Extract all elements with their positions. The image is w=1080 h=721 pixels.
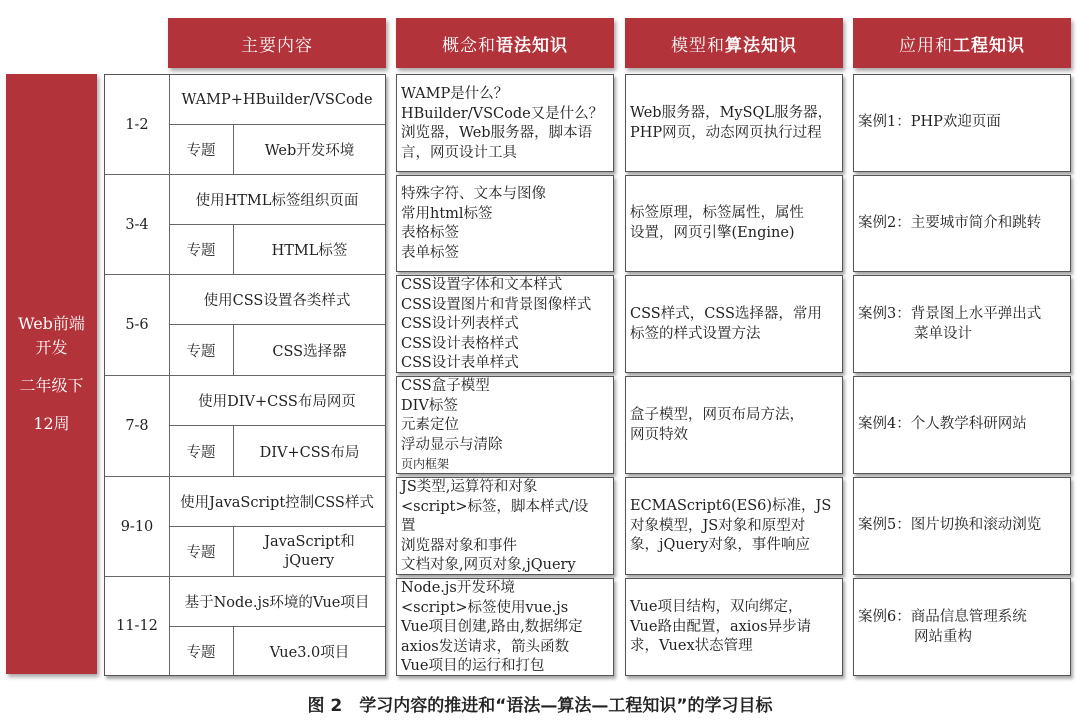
header-syntax-plain: 概念和 xyxy=(442,35,496,56)
header-syntax-knowledge xyxy=(396,18,614,68)
algorithm-line: PHP网页，动态网页执行过程 xyxy=(630,124,822,141)
syntax-line: <script>标签使用vue.js xyxy=(401,599,569,616)
topic-label: 专题 xyxy=(186,343,216,360)
syntax-line: JS类型,运算符和对象 xyxy=(401,479,538,495)
row-title: 使用DIV+CSS布局网页 xyxy=(198,394,356,410)
syntax-line: Vue项目的运行和打包 xyxy=(401,658,545,674)
algorithm-line: 标签的样式设置方法 xyxy=(630,325,761,342)
header-engineering-knowledge xyxy=(853,18,1071,68)
syntax-line: CSS设计表格样式 xyxy=(401,335,519,352)
topic-name: CSS选择器 xyxy=(272,343,347,360)
syntax-line: 表单标签 xyxy=(401,244,459,261)
algorithm-cell-row6 xyxy=(625,578,843,676)
row-title: 使用HTML标签组织页面 xyxy=(195,193,359,209)
header-algorithm-plain: 模型和 xyxy=(671,35,725,56)
topic-name: DIV+CSS布局 xyxy=(259,444,360,461)
syntax-line: CSS设置图片和背景图像样式 xyxy=(401,296,592,313)
syntax-line: 元素定位 xyxy=(401,417,459,433)
algorithm-cell-row4 xyxy=(625,376,843,474)
engineering-cell-row2 xyxy=(853,175,1071,272)
engineering-line: 案例6：商品信息管理系统 xyxy=(858,609,1027,625)
algorithm-line: 设置，网页引擎(Engine) xyxy=(630,224,795,241)
engineering-line: 案例5：图片切换和滚动浏览 xyxy=(858,517,1042,533)
algorithm-cell-row3 xyxy=(625,275,843,373)
syntax-line: 浮动显示与清除 xyxy=(401,436,503,453)
main-content-box xyxy=(104,74,386,676)
algorithm-line: 标签原理，标签属性，属性 xyxy=(630,205,804,221)
week-label: 1-2 xyxy=(125,116,149,133)
header-engineering-plain: 应用和 xyxy=(899,35,953,56)
algorithm-line: 网页特效 xyxy=(630,426,688,443)
syntax-line: 置 xyxy=(401,518,416,534)
row-title: 使用JavaScript控制CSS样式 xyxy=(180,495,374,511)
algorithm-cell-row5 xyxy=(625,477,843,575)
algorithm-line: Web服务器，MySQL服务器， xyxy=(630,105,833,121)
algorithm-line: 对象模型，JS对象和原型对 xyxy=(630,517,806,534)
syntax-line: WAMP是什么？ xyxy=(401,86,509,102)
syntax-line: CSS设置字体和文本样式 xyxy=(401,277,563,293)
engineering-line: 案例4：个人教学科研网站 xyxy=(858,416,1027,432)
topic-label: 专题 xyxy=(186,545,216,561)
syntax-line: <script>标签，脚本样式/设 xyxy=(401,498,589,515)
header-algorithm-bold: 算法知识 xyxy=(725,35,797,56)
row-title: WAMP+HBuilder/VSCode xyxy=(181,91,373,108)
syntax-cell-row1 xyxy=(396,74,614,172)
topic-name-line2: jQuery xyxy=(284,552,335,569)
algorithm-line: 象，jQuery对象，事件响应 xyxy=(630,537,810,553)
topic-name: Vue3.0项目 xyxy=(269,644,350,661)
syntax-line: CSS盒子模型 xyxy=(401,378,490,394)
algorithm-line: Vue项目结构，双向绑定， xyxy=(630,599,803,615)
syntax-line: Node.js开发环境 xyxy=(401,580,515,596)
engineering-cell-row6 xyxy=(853,578,1071,676)
week-label: 9-10 xyxy=(120,518,154,535)
syntax-line: 浏览器对象和事件 xyxy=(401,537,517,554)
topic-label: 专题 xyxy=(186,444,216,461)
algorithm-cell-row1 xyxy=(625,74,843,172)
engineering-line: 菜单设计 xyxy=(914,325,972,342)
engineering-cell-row4 xyxy=(853,376,1071,474)
syntax-line: 浏览器，Web服务器，脚本语 xyxy=(401,125,593,141)
course-name-line2: 开发 xyxy=(35,338,68,357)
topic-name: HTML标签 xyxy=(271,243,348,259)
engineering-cell-row3 xyxy=(853,275,1071,373)
algorithm-line: ECMAScript6(ES6)标准，JS xyxy=(630,498,832,514)
algorithm-cell-row2 xyxy=(625,175,843,272)
week-label: 7-8 xyxy=(125,418,149,434)
engineering-cell-row5 xyxy=(853,477,1071,575)
syntax-cell-row5 xyxy=(396,477,614,575)
header-main-content-label: 主要内容 xyxy=(241,35,313,56)
topic-label: 专题 xyxy=(186,644,216,661)
course-duration: 12周 xyxy=(33,414,70,433)
syntax-cell-row4 xyxy=(396,376,614,474)
syntax-line: 常用html标签 xyxy=(401,205,493,222)
engineering-line: 网站重构 xyxy=(914,628,972,645)
syntax-line: 表格标签 xyxy=(401,225,459,241)
topic-name: Web开发环境 xyxy=(264,143,355,159)
syntax-line: Vue项目创建,路由,数据绑定 xyxy=(401,619,583,635)
week-label: 5-6 xyxy=(125,317,149,333)
figure-caption: 图 2 学习内容的推进和“语法—算法—工程知识”的学习目标 xyxy=(307,696,773,716)
syntax-cell-row6 xyxy=(396,578,614,676)
syntax-line: 文档对象,网页对象,jQuery xyxy=(401,557,576,573)
course-name-line1: Web前端 xyxy=(18,314,85,333)
engineering-cell-row1 xyxy=(853,74,1071,172)
topic-label: 专题 xyxy=(186,243,216,259)
syntax-line: CSS设计列表样式 xyxy=(401,316,519,332)
engineering-line: 案例2：主要城市简介和跳转 xyxy=(858,215,1042,231)
course-grade: 二年级下 xyxy=(19,376,84,395)
syntax-line: CSS设计表单样式 xyxy=(401,355,519,371)
week-label: 11-12 xyxy=(116,618,158,634)
algorithm-line: 盒子模型，网页布局方法， xyxy=(630,407,804,423)
header-main-content xyxy=(168,18,386,68)
row-title: 基于Node.js环境的Vue项目 xyxy=(184,595,370,611)
week-label: 3-4 xyxy=(125,216,149,233)
engineering-line: 案例3：背景图上水平弹出式 xyxy=(858,306,1042,322)
syntax-line: axios发送请求，箭头函数 xyxy=(401,638,570,655)
algorithm-line: CSS样式，CSS选择器，常用 xyxy=(630,306,822,322)
syntax-cell-row3 xyxy=(396,275,614,373)
course-summary-band xyxy=(6,74,97,674)
syntax-line-small: 页内框架 xyxy=(401,457,450,471)
header-engineering-bold: 工程知识 xyxy=(953,35,1025,56)
topic-label: 专题 xyxy=(186,143,216,159)
header-syntax-bold: 语法知识 xyxy=(496,35,568,56)
header-algorithm-knowledge xyxy=(625,18,843,68)
row-title: 使用CSS设置各类样式 xyxy=(203,293,351,309)
algorithm-line: 求，Vuex状态管理 xyxy=(630,638,753,654)
topic-name xyxy=(234,527,385,576)
algorithm-line: Vue路由配置，axios异步请 xyxy=(630,618,812,635)
syntax-line: DIV标签 xyxy=(401,397,458,414)
syntax-line: 特殊字符、文本与图像 xyxy=(401,186,546,202)
topic-name-line1: JavaScript和 xyxy=(264,533,355,550)
syntax-cell-row2 xyxy=(396,175,614,272)
syntax-line: HBuilder/VSCode又是什么？ xyxy=(401,105,604,122)
engineering-line: 案例1：PHP欢迎页面 xyxy=(858,114,1001,130)
syntax-line: 言，网页设计工具 xyxy=(401,144,517,161)
